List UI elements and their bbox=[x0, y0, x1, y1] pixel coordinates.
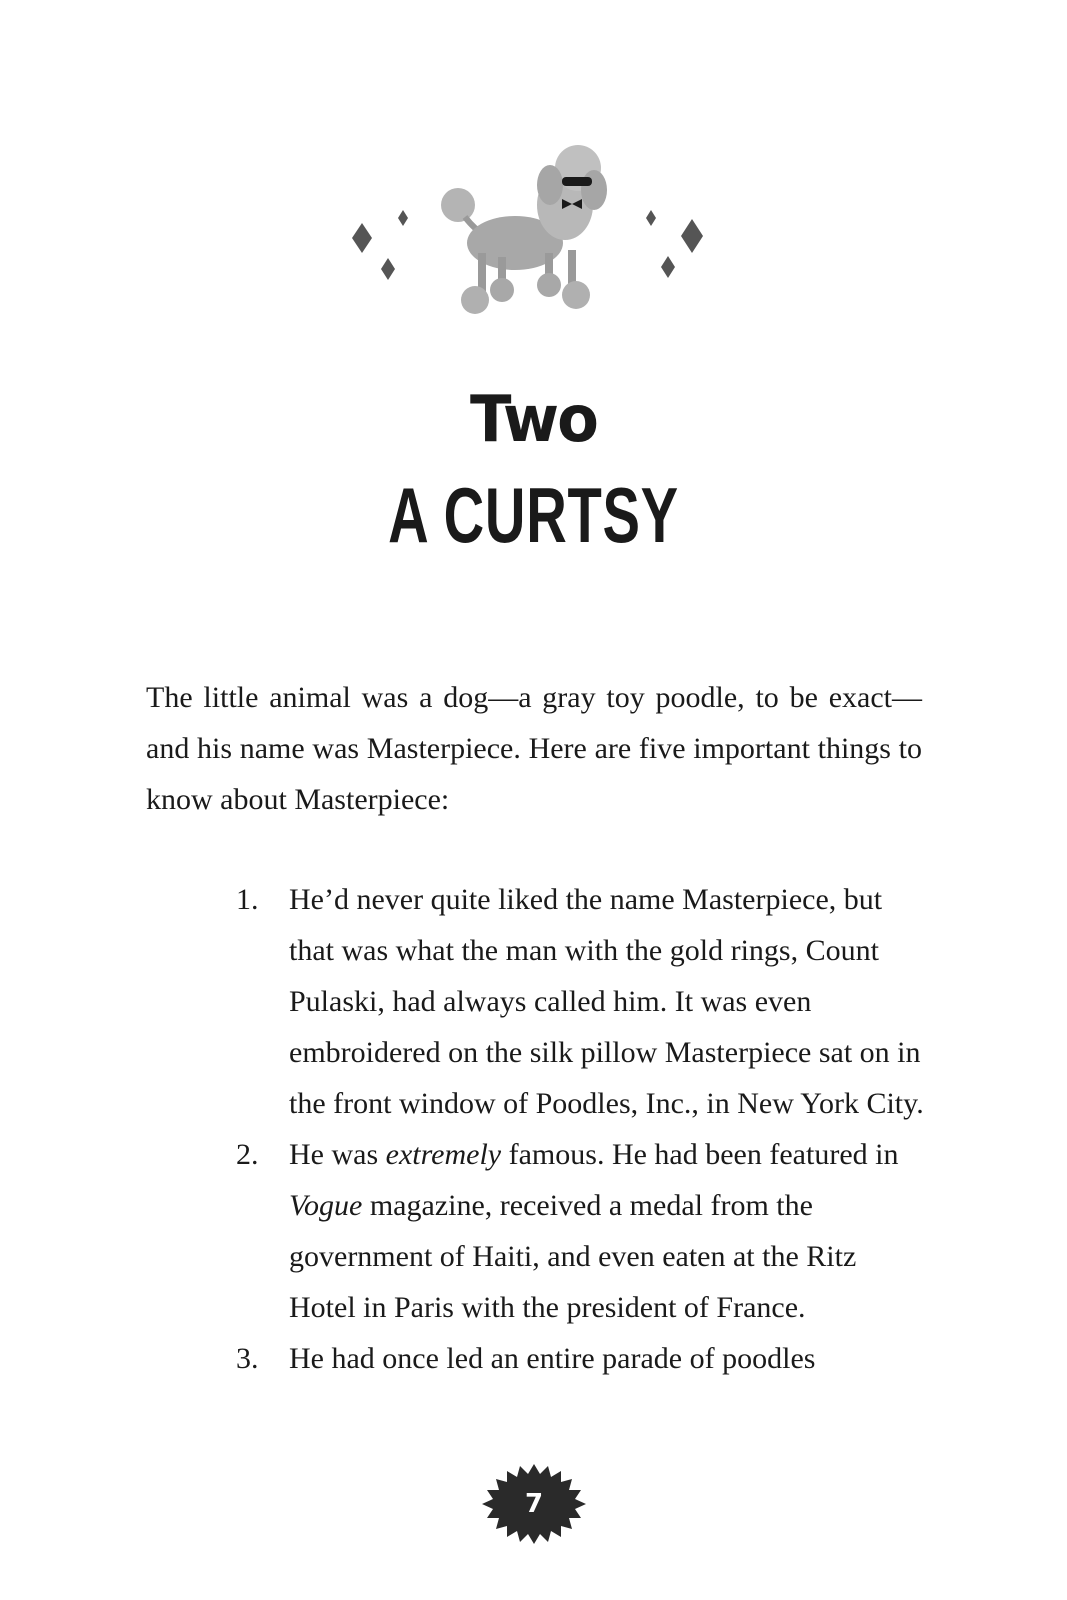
text-segment: famous. He had been featured in bbox=[501, 1138, 899, 1171]
list-item bbox=[236, 1333, 926, 1384]
poodle-illustration bbox=[340, 135, 730, 330]
chapter-number: Two bbox=[469, 383, 598, 457]
list-item-number: 1. bbox=[236, 883, 259, 916]
page-number: 7 bbox=[524, 1489, 544, 1519]
list-item-text bbox=[289, 1138, 898, 1324]
text-segment: He was bbox=[289, 1138, 386, 1171]
list-item bbox=[236, 874, 926, 1129]
list-item-number: 2. bbox=[236, 1138, 259, 1171]
text-segment: magazine, received a medal from the government of Haiti, and even eaten at the Ritz Hotel in Paris with the president of France. bbox=[289, 1189, 857, 1324]
magazine-title: Vogue bbox=[289, 1189, 363, 1222]
poodle-with-sunglasses-icon bbox=[441, 145, 607, 314]
list-item-number: 3. bbox=[236, 1342, 259, 1375]
list-item bbox=[236, 1129, 926, 1333]
list-item-text: He had once led an entire parade of poodles bbox=[289, 1342, 816, 1375]
emphasis-text: extremely bbox=[385, 1138, 502, 1171]
chapter-title: A CURTSY bbox=[388, 471, 679, 559]
facts-list bbox=[236, 874, 926, 1384]
intro-paragraph: The little animal was a dog—a gray toy poodle, to be exact—and his name was Masterpiece. Here are five important things to know about Masterpiece: bbox=[146, 681, 922, 816]
list-item-text: He’d never quite liked the name Masterpiece, but that was what the man with the gold rings, Count Pulaski, had always called him. It was even embroidered on the silk pillow Masterpiece sat on in the front window of Poodles, Inc., in New York City. bbox=[289, 883, 924, 1120]
